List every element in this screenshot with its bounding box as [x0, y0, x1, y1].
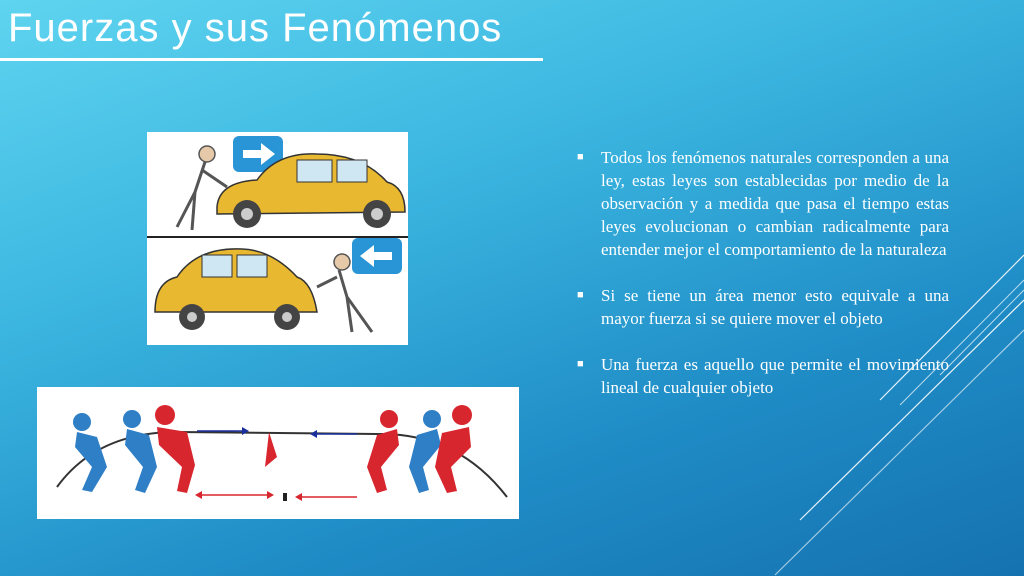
- bullet-square-icon: ■: [577, 358, 584, 370]
- bullet-text: Todos los fenómenos naturales corresponden a una ley, estas leyes son establecidas por medio de la observación y a medida que pasa el tiempo estas leyes evolucionan o cambian radicalmente para entender mejor el comportamiento de la naturaleza: [601, 148, 949, 259]
- car-push-image: [147, 132, 408, 345]
- car-icon: [155, 249, 317, 330]
- left-team-icon: [73, 405, 195, 493]
- right-team-icon: [367, 405, 472, 493]
- bullet-square-icon: ■: [577, 151, 584, 163]
- slide-title: Fuerzas y sus Fenómenos: [8, 6, 503, 50]
- bullet-text: Si se tiene un área menor esto equivale a una mayor fuerza si se quiere mover el objeto: [601, 286, 949, 328]
- tug-of-war-image: [37, 387, 519, 519]
- bullet-item: [577, 284, 949, 330]
- bullet-square-icon: ■: [577, 289, 584, 301]
- bullet-item: [577, 353, 949, 399]
- bullet-text: Una fuerza es aquello que permite el movimiento lineal de cualquier objeto: [601, 355, 949, 397]
- bullet-item: [577, 146, 949, 261]
- bullet-list: [577, 146, 949, 422]
